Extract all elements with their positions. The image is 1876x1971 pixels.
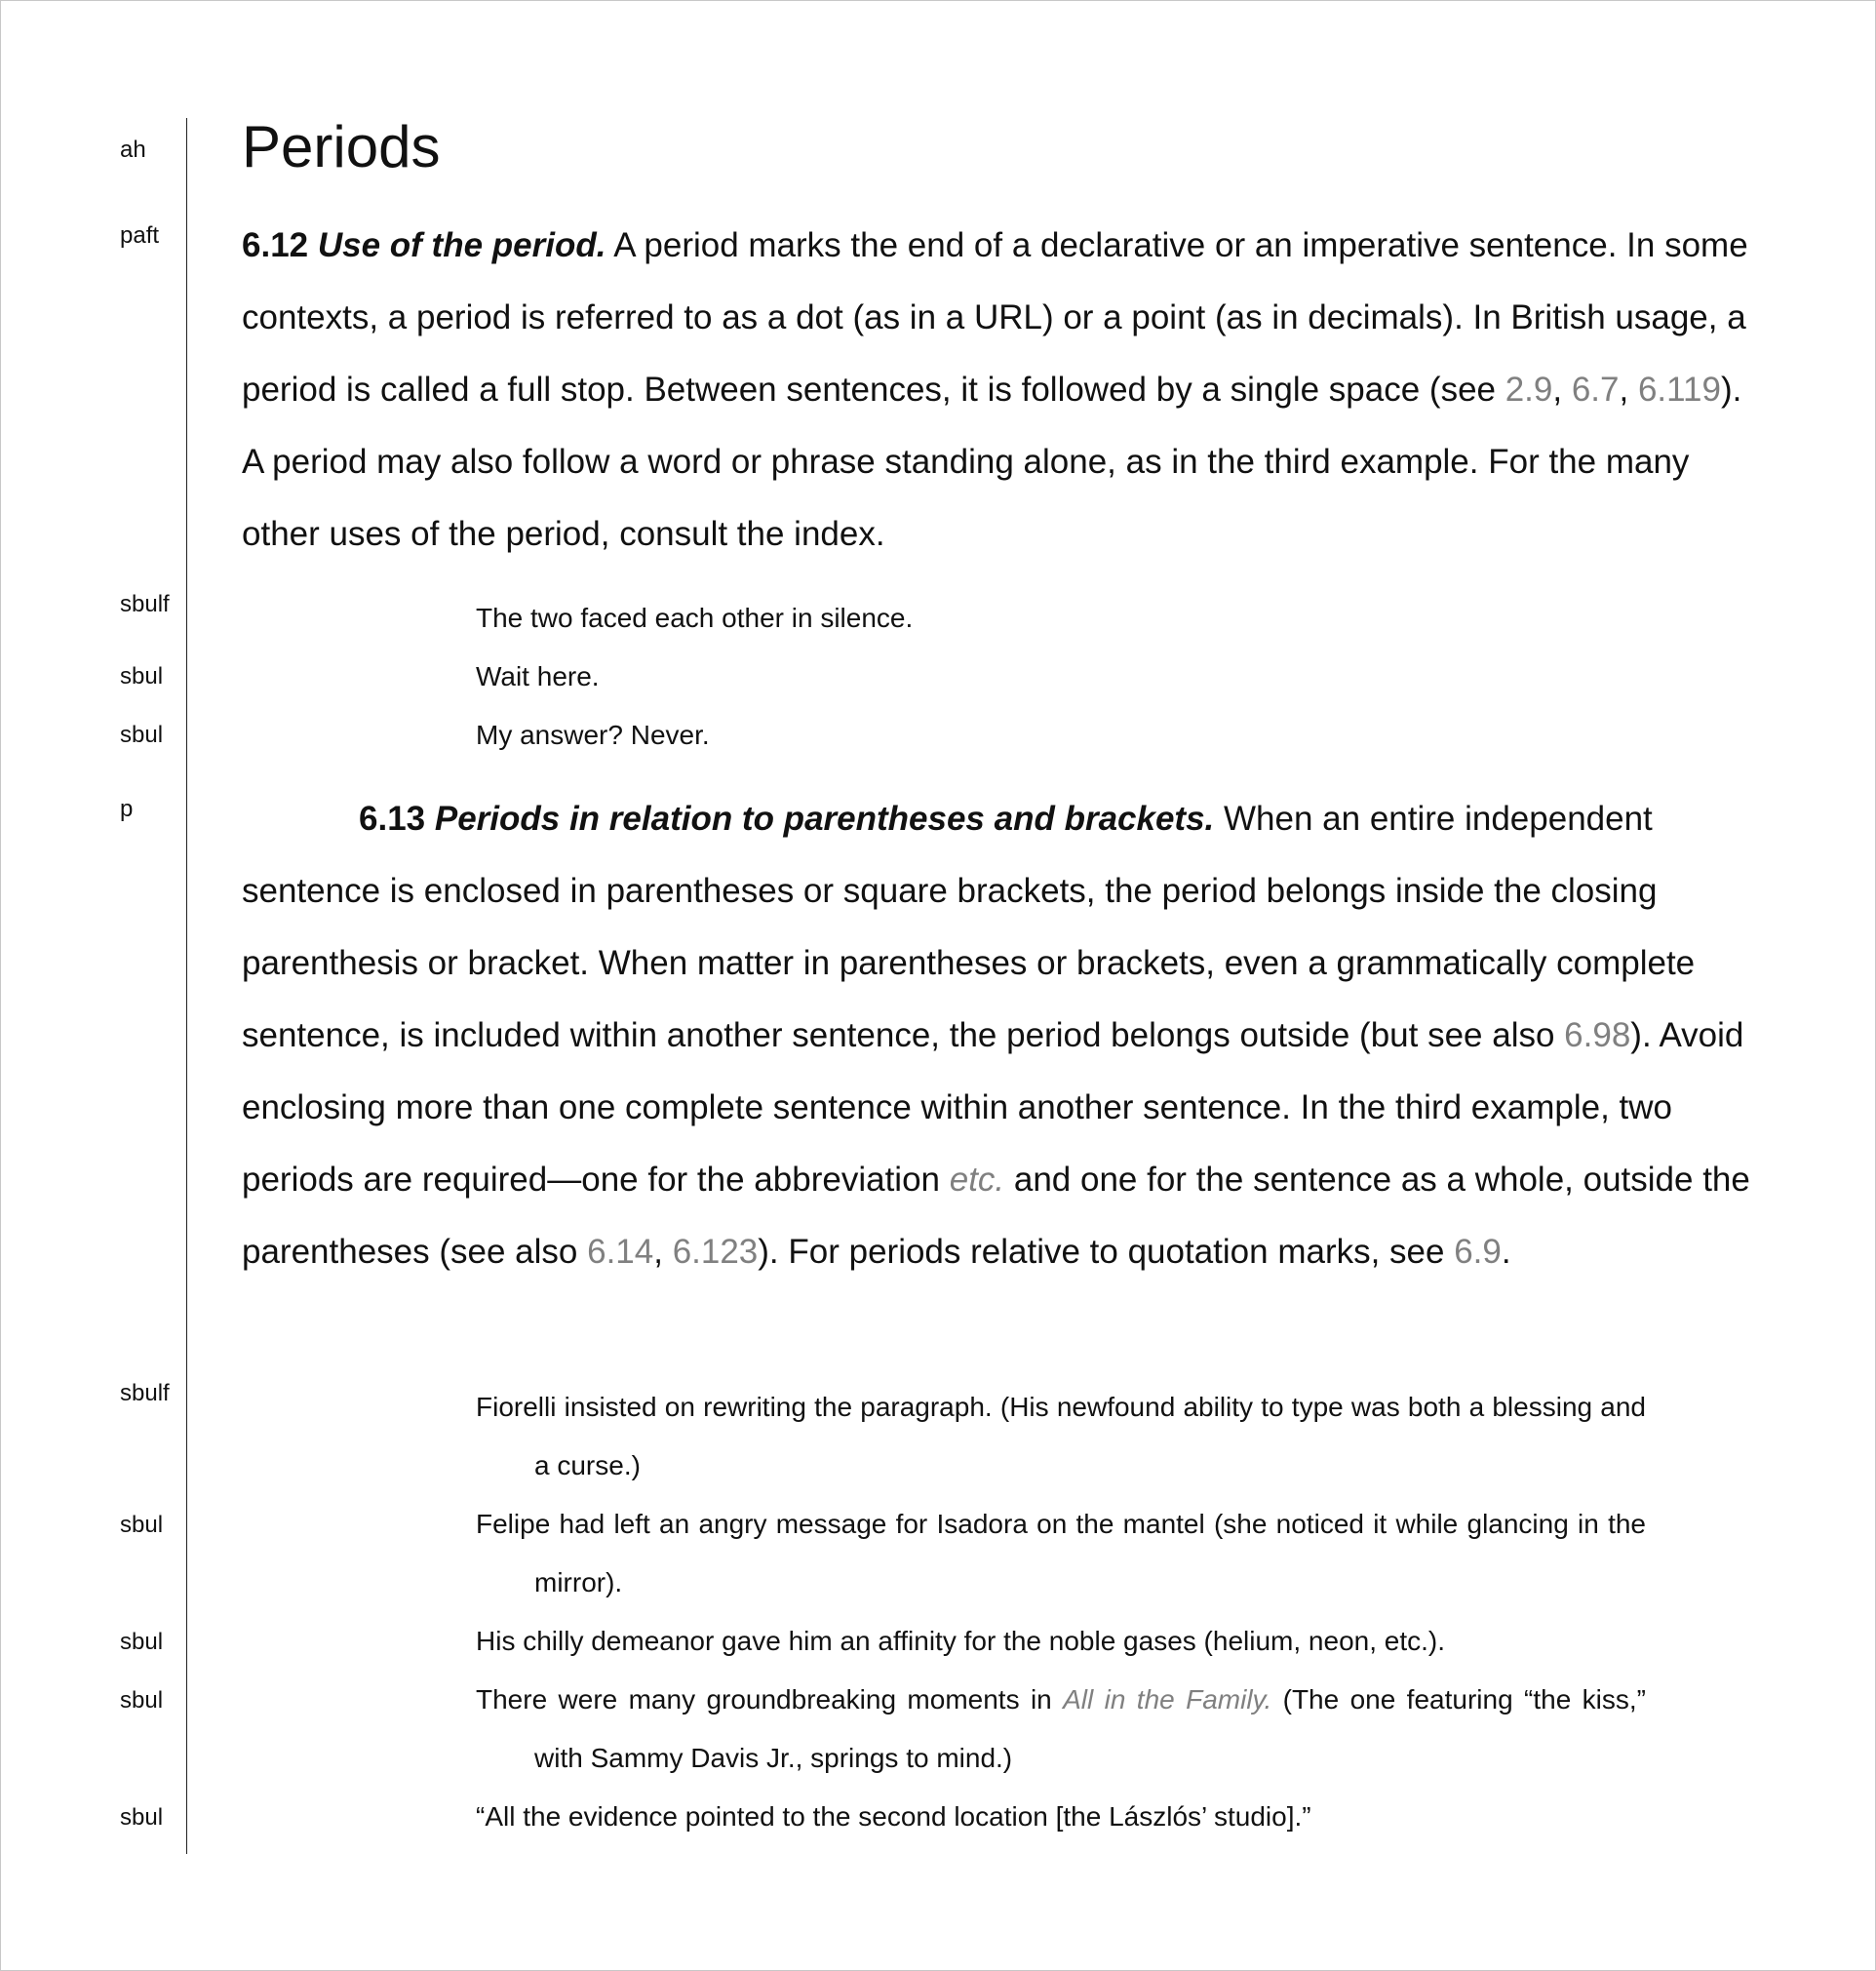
example-item: My answer? Never. — [476, 720, 710, 750]
paragraph-text: ). For periods relative to quotation marks, see — [758, 1233, 1455, 1271]
paragraph-text: A period marks the end of a declarative or an imperative sentence. In some contexts, a period is referred to as a dot (as in a URL) or a point (as in decimals). In British usage, a period is called a full stop. Between sentences, it is followed by a single space (see — [242, 226, 1748, 409]
style-tag-ex2-3: sbul — [120, 1629, 164, 1655]
style-tag-ex1-2: sbul — [120, 663, 164, 690]
paragraph-number: 6.12 — [242, 226, 309, 264]
example-item: His chilly demeanor gave him an affinity for the noble gases (helium, neon, etc.). — [476, 1626, 1445, 1656]
example-item: Fiorelli insisted on rewriting the paragraph. (His newfound ability to type was both a blessing and a curse.) — [476, 1392, 1646, 1480]
example-item: There were many groundbreaking moments in All in the Family. (The one featuring “the kiss,” with Sammy Davis Jr., springs to mind.) — [476, 1684, 1646, 1773]
style-tag-para1: paft — [120, 222, 160, 249]
style-tag-ex2-first: sbulf — [120, 1380, 170, 1406]
paragraph-number: 6.13 — [359, 800, 426, 838]
style-tag-ex1-3: sbul — [120, 722, 164, 748]
style-tag-heading: ah — [120, 137, 146, 163]
italic-title: All in the Family. — [1063, 1684, 1272, 1715]
cross-reference-link[interactable]: 6.9 — [1454, 1233, 1502, 1271]
cross-reference-link[interactable]: 6.14 — [587, 1233, 654, 1271]
cross-reference-link[interactable]: 6.98 — [1564, 1016, 1631, 1054]
style-area-divider — [186, 118, 187, 1854]
paragraph-text: ). Avoid enclosing more than one complete sentence within another sentence. In the third example, two periods are required—one for the abbreviation — [242, 1016, 1744, 1199]
paragraph-text: and one for the sentence as a whole, outside the parentheses (see also — [242, 1161, 1750, 1271]
paragraph-text: ). A period may also follow a word or phrase standing alone, as in the third example. For the many other uses of the period, consult the index. — [242, 371, 1742, 553]
paragraph-6-13: 6.13 Periods in relation to parentheses and brackets. When an entire independent sentence is enclosed in parentheses or square brackets, the period belongs inside the closing parenthesis or bracket. When matter in parentheses or brackets, even a grammatically complete sentence, is included within another sentence, the period belongs outside (but see also 6.98). Avoid enclosing more than one complete sentence within another sentence. In the third example, two periods are required—one for the abbreviation etc. and one for the sentence as a whole, outside the parentheses (see also 6.14, 6.123). For periods relative to quotation marks, see 6.9. — [242, 800, 1750, 1271]
style-tag-para2: p — [120, 796, 134, 822]
example-item: Felipe had left an angry message for Isadora on the mantel (she noticed it while glancing in the mirror). — [476, 1509, 1646, 1597]
cross-reference-link[interactable]: 6.123 — [672, 1233, 759, 1271]
example-item: The two faced each other in silence. — [476, 603, 914, 633]
cross-reference-link[interactable]: 6.7 — [1571, 371, 1620, 409]
cross-reference-link[interactable]: 6.119 — [1637, 371, 1721, 409]
paragraph-6-12: 6.12 Use of the period. A period marks the end of a declarative or an imperative sentence. In some contexts, a period is referred to as a dot (as in a URL) or a point (as in decimals). In British usage, a period is called a full stop. Between sentences, it is followed by a single space (see 2.9, 6.7, 6.119). A period may also follow a word or phrase standing alone, as in the third example. For the many other uses of the period, consult the index. — [242, 226, 1748, 553]
style-tag-ex2-4: sbul — [120, 1687, 164, 1714]
example-item: “All the evidence pointed to the second location [the Lászlós’ studio].” — [476, 1801, 1311, 1832]
style-tag-ex2-2: sbul — [120, 1512, 164, 1538]
paragraph-run-in-head: Periods in relation to parentheses and brackets. — [434, 800, 1215, 838]
italic-term: etc. — [949, 1161, 1005, 1199]
paragraph-run-in-head: Use of the period. — [317, 226, 606, 264]
paragraph-text: When an entire independent sentence is enclosed in parentheses or square brackets, the period belongs inside the closing parenthesis or bracket. When matter in parentheses or brackets, even a grammatically complete sentence, is included within another sentence, the period belongs outside (but see also — [242, 800, 1696, 1054]
example-list-6-12 — [476, 589, 1646, 765]
example-list-6-13 — [476, 1378, 1646, 1846]
cross-reference-link[interactable]: 2.9 — [1505, 371, 1553, 409]
style-tag-ex1-first: sbulf — [120, 591, 170, 617]
section-heading: Periods — [242, 114, 441, 179]
example-item: Wait here. — [476, 661, 600, 691]
style-tag-ex2-5: sbul — [120, 1804, 164, 1831]
